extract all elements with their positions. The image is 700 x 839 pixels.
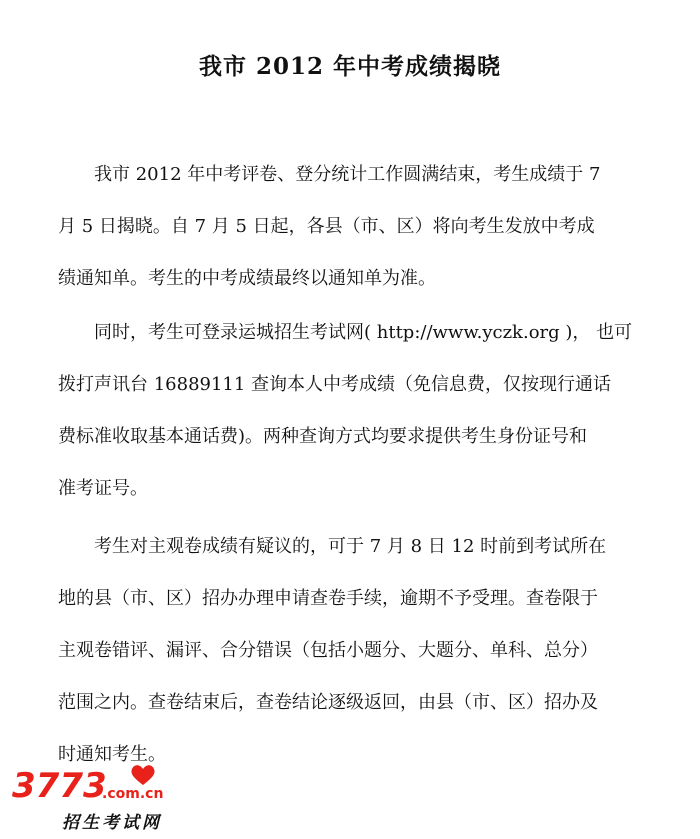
paragraph-line: 范围之内。查卷结束后，查卷结论逐级返回，由县（市、区）招办及	[58, 692, 598, 713]
paragraph-line: 月 5 日揭晓。自 7 月 5 日起，各县（市、区）将向考生发放中考成	[58, 216, 595, 237]
paragraph-line: 考生对主观卷成绩有疑议的，可于 7 月 8 日 12 时前到考试所在	[94, 536, 607, 557]
paragraph-line: 费标准收取基本通话费)。两种查询方式均要求提供考生身份证号和	[58, 426, 588, 447]
watermark-logo-number: 3773	[12, 766, 107, 806]
paragraph-line: 准考证号。	[58, 478, 148, 499]
site-watermark	[6, 764, 206, 836]
paragraph-line: 我市 2012 年中考评卷、登分统计工作圆满结束，考生成绩于 7	[94, 164, 601, 185]
paragraph-line: 时通知考生。	[58, 744, 166, 765]
document-title: 我市 2012 年中考成绩揭晓	[198, 53, 502, 80]
paragraph-line: 地的县（市、区）招办办理申请查卷手续，逾期不予受理。查卷限于	[58, 588, 598, 609]
paragraph-line: 绩通知单。考生的中考成绩最终以通知单为准。	[58, 268, 436, 289]
paragraph-line: 同时，考生可登录运城招生考试网( http://www.yczk.org )， 也可	[94, 322, 633, 343]
paragraph-query-methods	[58, 307, 658, 515]
watermark-domain: .com.cn	[102, 786, 164, 802]
heart-icon	[130, 764, 156, 786]
paragraph-line: 拨打声讯台 16889111 查询本人中考成绩（免信息费，仅按现行通话	[58, 374, 612, 395]
watermark-tagline: 招生考试网	[62, 813, 162, 833]
paragraph-results-announced	[58, 149, 658, 305]
paragraph-paper-review	[58, 521, 658, 781]
paragraph-line: 主观卷错评、漏评、合分错误（包括小题分、大题分、单科、总分）	[58, 640, 598, 661]
